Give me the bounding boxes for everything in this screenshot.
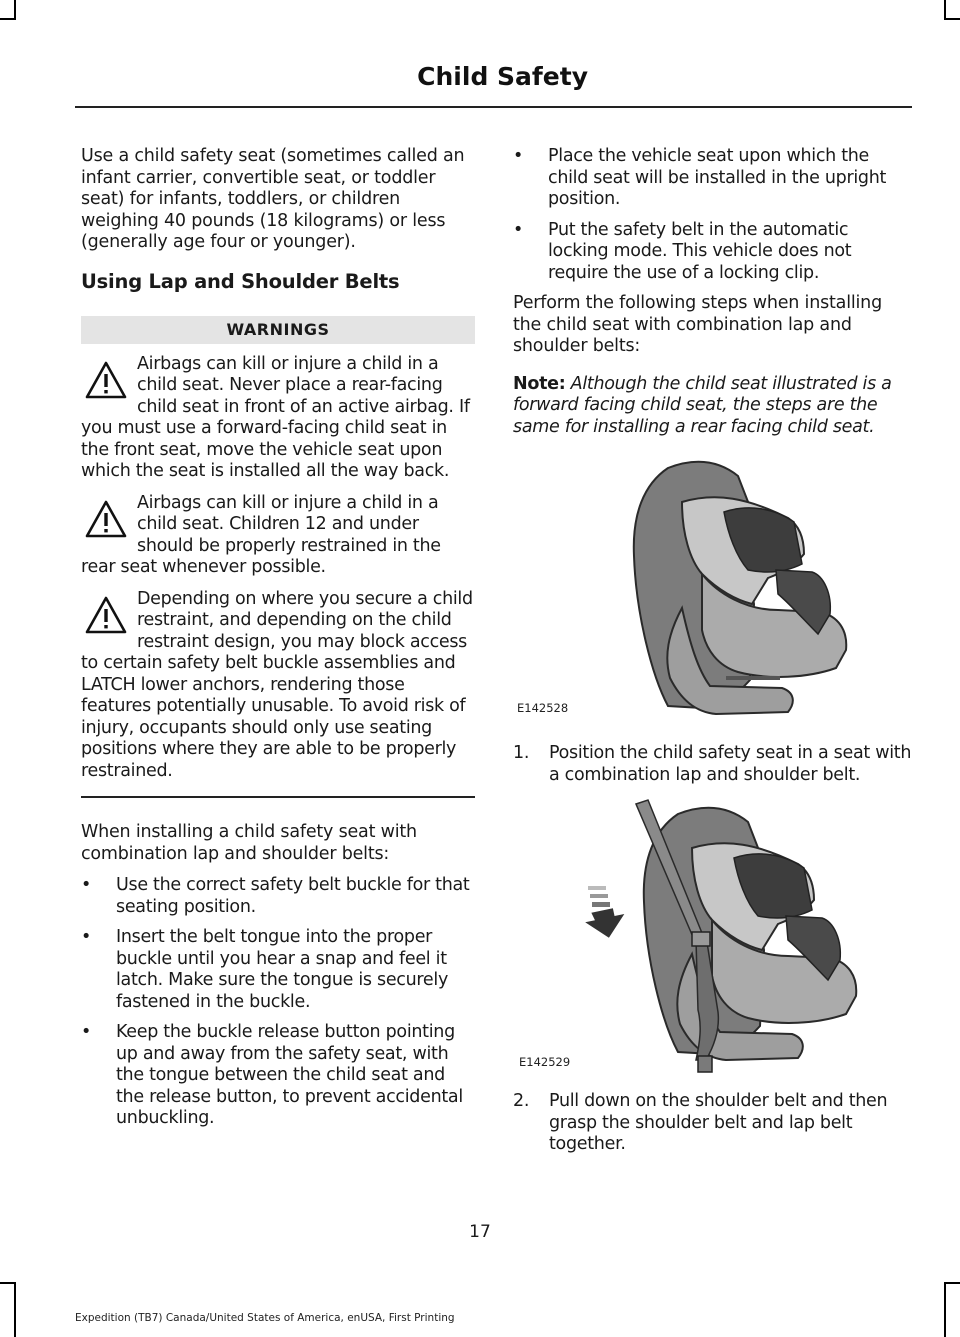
steps-list (513, 1091, 913, 1156)
list-item: • Place the vehicle seat upon which the child seat will be installed in the upright position. (513, 146, 887, 209)
warnings-heading: WARNINGS (81, 316, 475, 344)
figure-code: E142528 (517, 701, 569, 715)
bullet-glyph: • (81, 875, 92, 895)
footer-text: Expedition (TB7) Canada/United States of America, enUSA, First Printing (75, 1312, 455, 1324)
bullet-glyph: • (81, 1022, 92, 1042)
figure-child-seat (513, 454, 913, 729)
page-title: Child Safety (417, 62, 588, 91)
note-paragraph (513, 374, 913, 439)
left-column (81, 146, 475, 1139)
step-number: 1. (513, 743, 530, 763)
list-item: • Insert the belt tongue into the proper buckle until you hear a snap and feel it latch. Make sure the tongue is securely fastened in the buckle. (81, 927, 449, 1012)
right-column (513, 146, 913, 1156)
child-seat-illustration (598, 454, 898, 724)
list-item: • Use the correct safety belt buckle for that seating position. (81, 875, 470, 917)
warnings-box (81, 316, 475, 799)
warning-triangle-icon (81, 495, 131, 557)
warning-item (81, 589, 475, 783)
list-item: • Put the safety belt in the automatic locking mode. This vehicle does not require the use of a locking clip. (513, 219, 852, 283)
note-text: Although the child seat illustrated is a forward facing child seat, the steps are the same for installing a rear facing child seat. (513, 373, 892, 437)
installing-intro: When installing a child safety seat with combination lap and shoulder belts: (81, 822, 417, 864)
warnings-end-rule (81, 796, 475, 798)
step-number: 2. (513, 1091, 530, 1111)
list-item: • Keep the buckle release button pointing up and away from the safety seat, with the tongue between the child seat and the release button, to prevent accidental unbuckling. (81, 1022, 463, 1128)
crop-mark (14, 1282, 16, 1337)
header-rule (75, 106, 912, 108)
section-heading: Using Lap and Shoulder Belts (81, 269, 400, 293)
warning-text: Airbags can kill or injure a child in a child seat. Never place a rear-facing child seat in front of an active airbag. If you must use a forward-facing child seat in the front seat, move the vehicle seat upon which the seat is installed all the way back. (81, 353, 470, 481)
bullet-glyph: • (513, 146, 524, 166)
crop-mark (944, 0, 946, 18)
crop-mark (944, 1282, 960, 1284)
seat-belt-illustration (568, 798, 868, 1080)
figure-code: E142529 (519, 1055, 571, 1069)
warning-triangle-icon (81, 356, 131, 418)
figure-seat-belt (513, 798, 913, 1083)
warning-text: Airbags can kill or injure a child in a child seat. Children 12 and under should be properly restrained in the rear seat whenever possible. (81, 492, 441, 577)
warning-text: Depending on where you secure a child restraint, and depending on the child restraint design, you may block access to certain safety belt buckle assemblies and LATCH lower anchors, rendering those features potentially unusable. To avoid risk of injury, occupants should only use seating positions where they are able to be properly restrained. (81, 588, 473, 781)
note-label: Note: (513, 373, 566, 394)
perform-paragraph: Perform the following steps when installing the child seat with combination lap and shoulder belts: (513, 293, 882, 356)
warning-triangle-icon (81, 591, 131, 653)
crop-mark (14, 0, 16, 18)
crop-mark (0, 1282, 16, 1284)
crop-mark (944, 1282, 946, 1337)
list-item: 2. Pull down on the shoulder belt and then grasp the shoulder belt and lap belt together. (513, 1091, 888, 1154)
bullet-list (513, 146, 913, 284)
steps-list (513, 743, 913, 786)
crop-mark (0, 18, 16, 20)
warning-item (81, 493, 475, 579)
list-item: 1. Position the child safety seat in a seat with a combination lap and shoulder belt. (513, 743, 912, 785)
page-number: 17 (469, 1222, 491, 1242)
bullet-glyph: • (81, 927, 92, 947)
bullet-glyph: • (513, 219, 524, 240)
intro-paragraph: Use a child safety seat (sometimes called an infant carrier, convertible seat, or toddler seat) for infants, toddlers, or children weighing 40 pounds (18 kilograms) or less (generally age four or younger). (81, 146, 465, 252)
warning-item (81, 354, 475, 483)
bullet-list (81, 875, 475, 1130)
crop-mark (944, 18, 960, 20)
